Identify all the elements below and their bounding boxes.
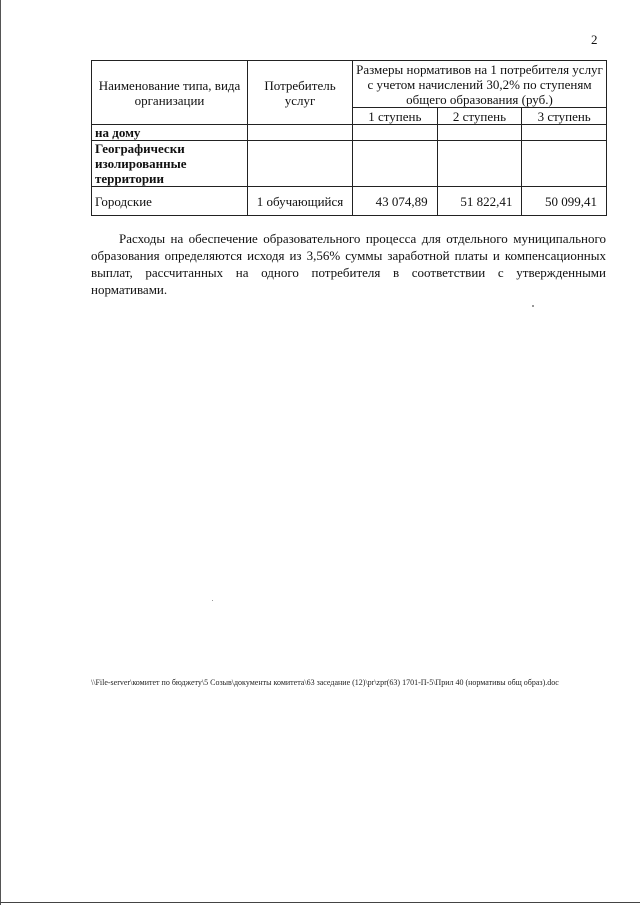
- header-step-3: 3 ступень: [522, 108, 607, 125]
- row-name: Географически изолированные территории: [92, 141, 248, 187]
- header-step-1: 1 ступень: [353, 108, 438, 125]
- row-name: на дому: [92, 125, 248, 141]
- row-value-step-1: [353, 141, 438, 187]
- header-norm-sizes: Размеры нормативов на 1 потребителя услуг с учетом начислений 30,2% по ступеням общего образования (руб.): [353, 61, 607, 108]
- row-value-step-3: 50 099,41: [522, 187, 607, 216]
- row-consumer: [248, 141, 353, 187]
- norms-table: [91, 60, 607, 216]
- header-consumer: Потребитель услуг: [248, 61, 353, 125]
- header-organization-type: Наименование типа, вида организации: [92, 61, 248, 125]
- table-row: [92, 141, 607, 187]
- page-number: 2: [591, 32, 598, 47]
- row-value-step-1: 43 074,89: [353, 187, 438, 216]
- table-row: [92, 187, 607, 216]
- scan-speck: [212, 600, 213, 601]
- row-name: Городские: [92, 187, 248, 216]
- row-value-step-2: [437, 125, 522, 141]
- table-header-row: [92, 61, 607, 108]
- scan-speck: [532, 305, 534, 307]
- row-value-step-2: [437, 141, 522, 187]
- row-consumer: 1 обучающийся: [248, 187, 353, 216]
- row-value-step-1: [353, 125, 438, 141]
- header-step-2: 2 ступень: [437, 108, 522, 125]
- expenses-paragraph: Расходы на обеспечение образовательного процесса для отдельного муниципального образования определяются исходя из 3,56% суммы заработной платы и компенсационных выплат, рассчитанных на одного потребителя в соответствии с утвержденными нормативами.: [91, 231, 606, 297]
- scan-bottom-edge: [0, 902, 640, 903]
- row-value-step-2: 51 822,41: [437, 187, 522, 216]
- file-path-footer: \\File-server\комитет по бюджету\5 Созыв\документы комитета\63 заседание (12)\pr\zpr(63) 1701-П-5\Прил 40 (нормативы общ образ).doc: [91, 678, 559, 687]
- row-value-step-3: [522, 141, 607, 187]
- row-consumer: [248, 125, 353, 141]
- row-value-step-3: [522, 125, 607, 141]
- table-row: [92, 125, 607, 141]
- scan-left-edge: [0, 0, 1, 905]
